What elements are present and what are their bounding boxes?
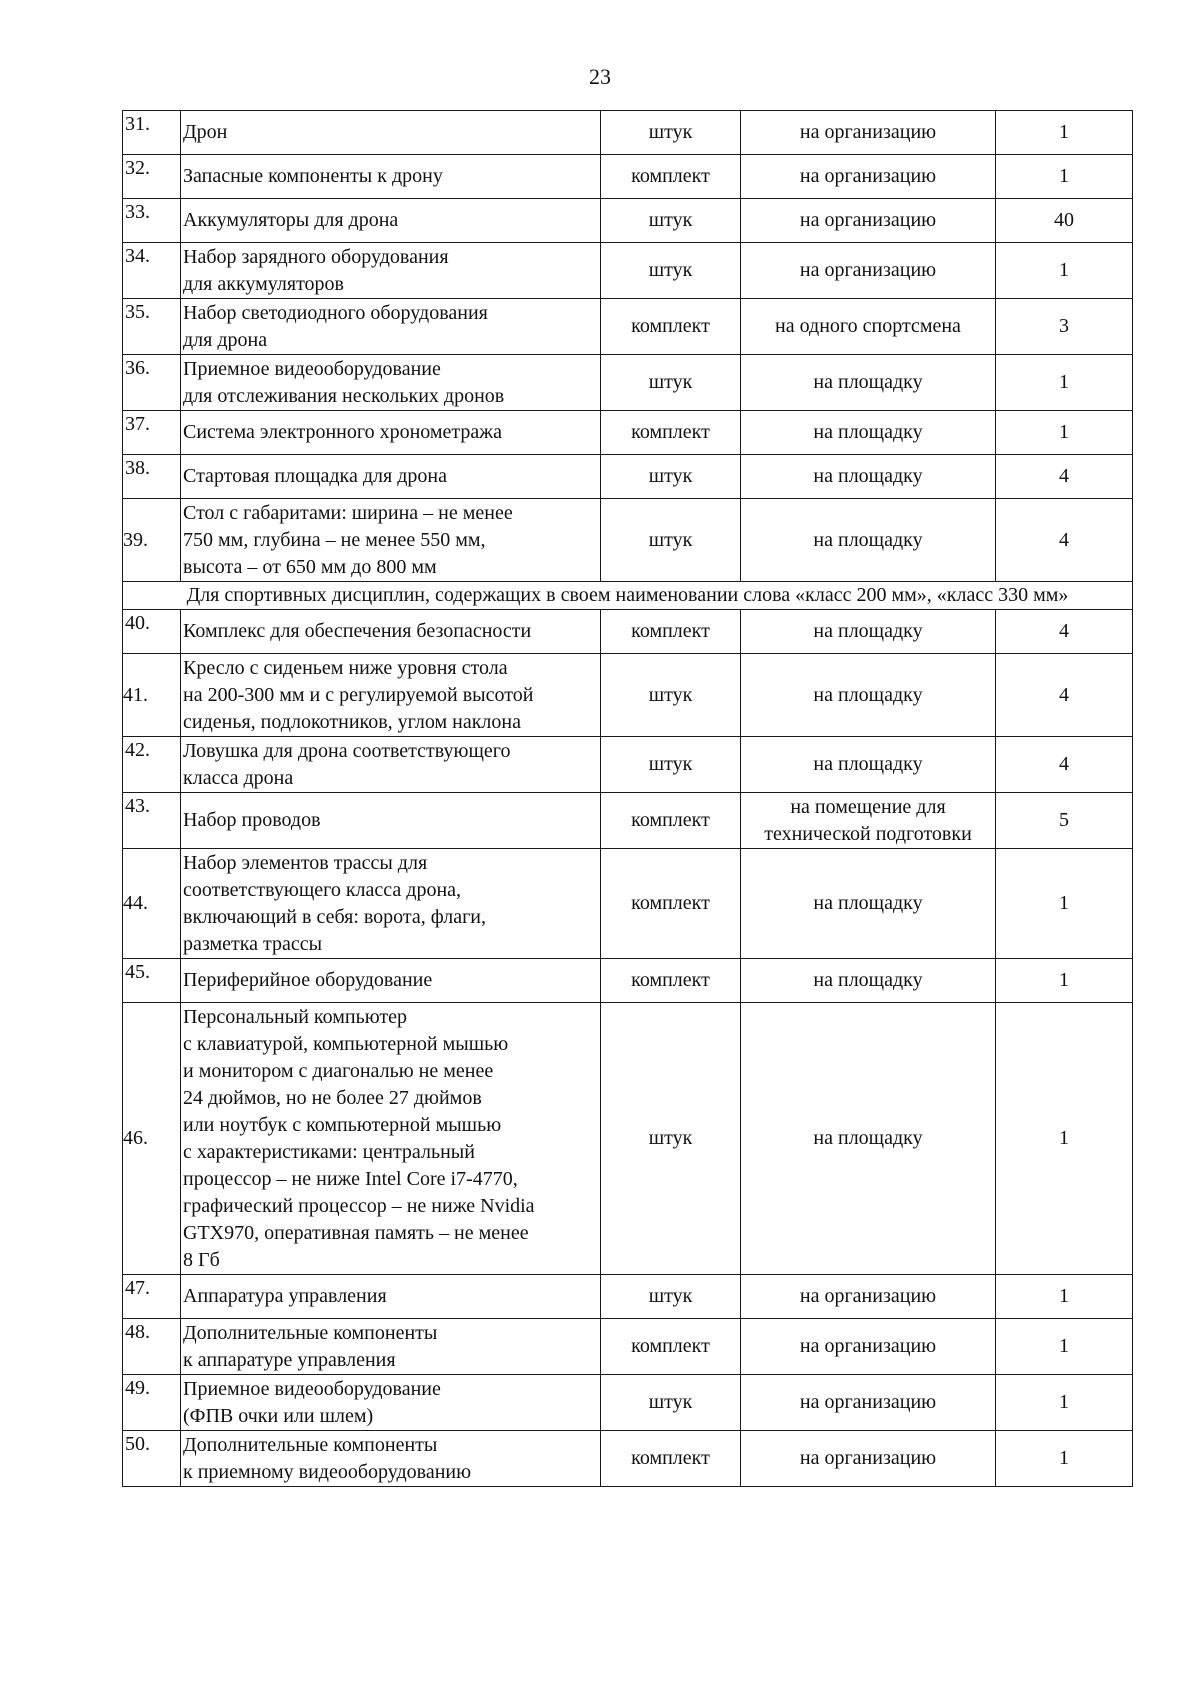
item-name-line: для отслеживания нескольких дронов [183,384,505,407]
row-number: 37. [123,411,181,455]
unit-of-measure: штук [601,455,741,499]
item-name-line: 24 дюймов, но не более 27 дюймов [183,1086,482,1109]
calculation-unit-line: на помещение для [790,795,946,818]
table-row [123,243,1133,299]
item-name-line: на 200-300 мм и с регулируемой высотой [183,683,534,706]
item-name-line: Приемное видеооборудование [183,357,441,380]
calculation-unit-line: на организацию [799,209,937,231]
unit-of-measure: штук [601,111,741,155]
calculation-unit-line: на площадку [813,371,923,393]
item-name-line: Аккумуляторы для дрона [183,209,399,231]
calculation-unit [741,299,996,355]
calculation-unit [741,849,996,959]
item-name-line: Набор зарядного оборудования [183,245,449,268]
row-number: 39. [123,499,181,582]
table-row [123,299,1133,355]
table-row [123,654,1133,737]
section-header: Для спортивных дисциплин, содержащих в своем наименовании слова «класс 200 мм», «класс 330 мм» [123,582,1133,610]
item-name-line: сиденья, подлокотников, углом наклона [183,710,521,733]
table-row [123,355,1133,411]
table-row [123,199,1133,243]
unit-of-measure: штук [601,199,741,243]
item-name-line: Дрон [183,121,228,143]
unit-of-measure: комплект [601,1431,741,1487]
unit-of-measure: штук [601,1003,741,1275]
calculation-unit-line: на площадку [813,421,923,443]
row-number: 50. [123,1431,181,1487]
calculation-unit [741,737,996,793]
item-name [181,455,601,499]
item-name [181,411,601,455]
row-number: 42. [123,737,181,793]
unit-of-measure: штук [601,737,741,793]
item-name-line: с клавиатурой, компьютерной мышью [183,1032,509,1055]
quantity: 1 [996,1375,1133,1431]
calculation-unit [741,654,996,737]
item-name-line: процессор – не ниже Intel Core i7-4770, [183,1167,518,1190]
table-row [123,1275,1133,1319]
item-name-line: Запасные компоненты к дрону [183,165,443,187]
calculation-unit-line: на площадку [813,465,923,487]
item-name-line: Аппаратура управления [183,1285,387,1307]
calculation-unit-line: на организацию [799,165,937,187]
table-row [123,1003,1133,1275]
quantity: 1 [996,355,1133,411]
row-number: 49. [123,1375,181,1431]
calculation-unit-line: на площадку [813,683,923,706]
table-row [123,737,1133,793]
item-name-line: и монитором с диагональю не менее [183,1059,494,1082]
row-number: 45. [123,959,181,1003]
row-number: 41. [123,654,181,737]
item-name-line: с характеристиками: центральный [183,1140,475,1163]
calculation-unit [741,1003,996,1275]
unit-of-measure: комплект [601,959,741,1003]
calculation-unit [741,355,996,411]
quantity: 1 [996,111,1133,155]
item-name [181,499,601,582]
item-name-line: класса дрона [183,766,294,789]
quantity: 1 [996,849,1133,959]
item-name [181,155,601,199]
quantity: 4 [996,499,1133,582]
calculation-unit [741,155,996,199]
calculation-unit-line: на организацию [799,259,937,281]
unit-of-measure: комплект [601,793,741,849]
item-name [181,610,601,654]
item-name [181,1375,601,1431]
row-number: 46. [123,1003,181,1275]
item-name-line: Кресло с сиденьем ниже уровня стола [183,656,508,679]
item-name-line: для аккумуляторов [183,272,344,295]
item-name-line: Комплекс для обеспечения безопасности [183,620,532,642]
quantity: 4 [996,455,1133,499]
row-number: 38. [123,455,181,499]
item-name [181,1275,601,1319]
row-number: 44. [123,849,181,959]
quantity: 1 [996,155,1133,199]
unit-of-measure: штук [601,654,741,737]
item-name-line: разметка трассы [183,932,323,955]
table-row [123,455,1133,499]
quantity: 1 [996,411,1133,455]
calculation-unit-line: технической подготовки [764,822,972,845]
item-name-line: Набор проводов [183,809,321,831]
table-row [123,793,1133,849]
item-name [181,793,601,849]
equipment-table [122,110,1133,1487]
unit-of-measure: комплект [601,299,741,355]
item-name [181,355,601,411]
item-name-line: (ФПВ очки или шлем) [183,1404,374,1427]
row-number: 35. [123,299,181,355]
item-name-line: 750 мм, глубина – не менее 550 мм, [183,528,486,551]
item-name-line: Система электронного хронометража [183,421,502,443]
item-name [181,959,601,1003]
quantity: 1 [996,1275,1133,1319]
unit-of-measure: комплект [601,849,741,959]
item-name [181,1431,601,1487]
calculation-unit [741,199,996,243]
calculation-unit [741,455,996,499]
row-number: 34. [123,243,181,299]
calculation-unit-line: на площадку [813,892,923,914]
calculation-unit-line: на организацию [799,1391,937,1413]
calculation-unit [741,1319,996,1375]
item-name-line: соответствующего класса дрона, [183,878,462,901]
item-name-line: Персональный компьютер [183,1005,407,1028]
quantity: 1 [996,243,1133,299]
calculation-unit-line: на одного спортсмена [775,315,961,337]
calculation-unit [741,610,996,654]
calculation-unit [741,1431,996,1487]
item-name [181,299,601,355]
item-name-line: Ловушка для дрона соответствующего [183,739,511,762]
item-name-line: 8 Гб [183,1248,220,1271]
item-name-line: для дрона [183,328,268,351]
unit-of-measure: штук [601,243,741,299]
item-name-line: Набор элементов трассы для [183,851,428,874]
item-name-line: Периферийное оборудование [183,969,433,991]
table-row [123,1319,1133,1375]
calculation-unit-line: на площадку [813,753,923,775]
quantity: 3 [996,299,1133,355]
unit-of-measure: штук [601,1275,741,1319]
calculation-unit-line: на организацию [799,1447,937,1469]
calculation-unit [741,499,996,582]
calculation-unit [741,111,996,155]
item-name-line: Приемное видеооборудование [183,1377,441,1400]
item-name-line: или ноутбук с компьютерной мышью [183,1113,502,1136]
quantity: 4 [996,610,1133,654]
item-name-line: Стол с габаритами: ширина – не менее [183,501,513,524]
calculation-unit [741,243,996,299]
item-name-line: графический процессор – не ниже Nvidia [183,1194,535,1217]
row-number: 31. [123,111,181,155]
calculation-unit [741,793,996,849]
table-row [123,610,1133,654]
quantity: 5 [996,793,1133,849]
table-row [123,111,1133,155]
unit-of-measure: комплект [601,1319,741,1375]
unit-of-measure: комплект [601,411,741,455]
table-row [123,959,1133,1003]
item-name-line: Стартовая площадка для дрона [183,465,447,487]
item-name [181,849,601,959]
row-number: 33. [123,199,181,243]
table-row [123,411,1133,455]
quantity: 1 [996,1431,1133,1487]
row-number: 32. [123,155,181,199]
item-name-line: Дополнительные компоненты [183,1321,438,1344]
item-name [181,111,601,155]
item-name-line: GTX970, оперативная память – не менее [183,1221,529,1244]
calculation-unit-line: на площадку [813,620,923,642]
calculation-unit-line: на площадку [813,528,923,551]
item-name [181,737,601,793]
item-name [181,1003,601,1275]
page-number: 23 [589,64,611,89]
item-name [181,199,601,243]
calculation-unit [741,1375,996,1431]
calculation-unit [741,411,996,455]
calculation-unit-line: на организацию [799,1285,937,1307]
item-name-line: Набор светодиодного оборудования [183,301,488,324]
quantity: 4 [996,737,1133,793]
table-row [123,1431,1133,1487]
item-name [181,654,601,737]
row-number: 40. [123,610,181,654]
calculation-unit [741,1275,996,1319]
unit-of-measure: штук [601,355,741,411]
unit-of-measure: комплект [601,610,741,654]
quantity: 1 [996,1319,1133,1375]
item-name [181,1319,601,1375]
table-row [123,849,1133,959]
calculation-unit-line: на организацию [799,1335,937,1357]
table-row [123,499,1133,582]
item-name [181,243,601,299]
unit-of-measure: комплект [601,155,741,199]
calculation-unit-line: на площадку [813,1127,923,1149]
row-number: 47. [123,1275,181,1319]
table-row [123,155,1133,199]
quantity: 4 [996,654,1133,737]
unit-of-measure: штук [601,1375,741,1431]
table-row [123,1375,1133,1431]
item-name-line: высота – от 650 мм до 800 мм [183,555,437,578]
item-name-line: к аппаратуре управления [183,1348,396,1371]
unit-of-measure: штук [601,499,741,582]
item-name-line: к приемному видеооборудованию [183,1460,472,1483]
calculation-unit [741,959,996,1003]
row-number: 48. [123,1319,181,1375]
row-number: 36. [123,355,181,411]
quantity: 1 [996,1003,1133,1275]
calculation-unit-line: на организацию [799,121,937,143]
section-header-row [123,582,1133,610]
row-number: 43. [123,793,181,849]
item-name-line: включающий в себя: ворота, флаги, [183,905,487,928]
quantity: 1 [996,959,1133,1003]
calculation-unit-line: на площадку [813,969,923,991]
quantity: 40 [996,199,1133,243]
item-name-line: Дополнительные компоненты [183,1433,438,1456]
